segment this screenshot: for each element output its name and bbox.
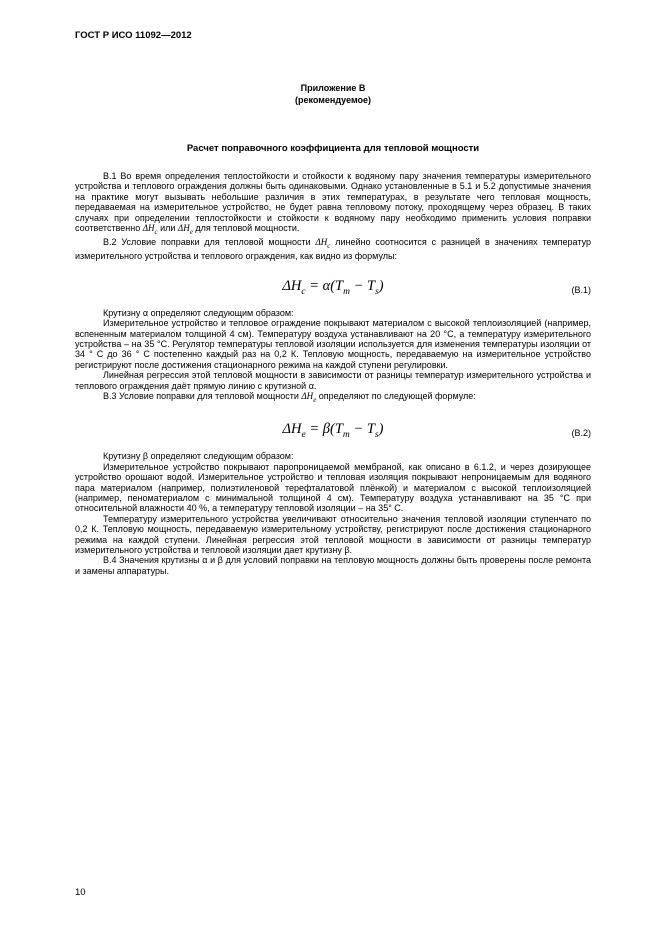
paragraph-alpha-intro: Крутизну α определяют следующим образом: — [103, 307, 294, 318]
paragraph-b1-text: В.1 Во время определения теплостойкости и стойкости к водяному пару значения температуры измерительного устройства и теплового ограждения должны быть одинаковыми. Однако установленные в 5.1 и 5.2 допустимые значения на практике могут вызывать небольшие различия в этих температурах, в результате чего тепловая мощность, передаваемая на измерительное устройство, не будет равна тепловому потоку, проходящему через образец. В таких случаях при определении теплостойкости и стойкости к водяному пару необходимо применить условия поправки соответственно — [75, 171, 591, 234]
paragraph-b3-end: определяют по следующей формуле: — [316, 391, 476, 402]
paragraph-beta-procedure: Измерительное устройство покрывают паропроницаемой мембраной, как описано в 6.1.2, и через дозирующее устройство орошают водой. Измерительное устройство и тепловая изоляция покрывают непроницаемым для водяного пара материалом (например, полиэтиленовой терефталатовой плёнкой) и материалом с высокой теплоизоляцией (например, пеноматериалом с минимальной толщиной 4 см). Температуру воздуха устанавливают на 35 °С при относительной влажности 40 %, а температуру тепловой изоляции – на 35° С. — [75, 461, 591, 514]
formula-b1-expression: $\Delta H_c = \alpha(T_m - T_s)$ — [282, 277, 384, 297]
var-delta-hc: $\Delta H_c$ — [142, 223, 158, 236]
formula-b1-row — [75, 275, 591, 297]
paragraph-beta-intro: Крутизну β определяют следующим образом: — [103, 451, 294, 462]
formula-b2-expression: $\Delta H_e = \beta(T_m - T_s)$ — [282, 421, 384, 441]
paragraph-b3 — [75, 391, 591, 405]
formula-b1-number: (В.1) — [571, 284, 591, 295]
paragraph-b2 — [75, 237, 591, 262]
paragraph-beta-procedure2: Температуру измерительного устройства увеличивают относительно значения тепловой изоляции ступенчато по 0,2 К. Тепловую мощность, передаваемую измерительному устройству, регистрируют после достижения стационарного режима на каждой ступени. Линейная регрессия этой тепловой мощности в зависимости от разницы температур измерительного устройства и тепловой изоляции дает крутизну β. — [75, 513, 591, 555]
formula-b2-number: (В.2) — [571, 428, 591, 439]
paragraph-b2-end: линейно соотносится с разницей в значениях температур измерительного устройства и теплового ограждения, как видно из формулы: — [75, 237, 591, 262]
paragraph-alpha-procedure: Измерительное устройство и тепловое ограждение покрывают материалом с высокой теплоизоляцией (например, вспененным материалом толщиной 4 см). Температуру воздуха устанавливают на 20 °С, а температуру измерительного устройства – на 35 °С. Регулятор температуры тепловой изоляции используется для изменения температуры изоляции от 34 ° С до 36 ° С постепенно каждый раз на 0,2 К. Тепловую мощность, передаваемую на измерительное устройство регистрируют после достижения стационарного режима на каждой ступени регулировки. — [75, 318, 591, 370]
page-number: 10 — [75, 887, 86, 898]
appendix-title: Расчет поправочного коэффициента для тепловой мощности — [186, 143, 480, 154]
paragraph-b4: В.4 Значения крутизны α и β для условий поправки на тепловую мощность должны быть проверены после ремонта и замены аппаратуры. — [75, 555, 591, 576]
appendix-note: (рекомендуемое) — [295, 94, 371, 105]
formula-b2-row — [75, 418, 591, 440]
paragraph-b3-text: В.3 Условие поправки для тепловой мощности — [103, 391, 302, 402]
paragraph-b2-text: В.2 Условие поправки для тепловой мощности — [103, 237, 316, 248]
document-header: ГОСТ Р ИСО 11092—2012 — [75, 30, 192, 41]
var-delta-he: $\Delta H_e$ — [177, 223, 193, 236]
var-delta-he-b3: $\Delta H_e$ — [301, 391, 317, 404]
var-delta-hc-b2: $\Delta H_c$ — [315, 237, 331, 251]
appendix-label: Приложение В — [300, 83, 366, 93]
paragraph-b1-end: для тепловой мощности. — [192, 223, 300, 234]
paragraph-b1 — [75, 171, 591, 237]
paragraph-alpha-regression: Линейная регрессия этой тепловой мощности в зависимости от разницы температур измерительного устройства и теплового ограждения даёт прямую линию с крутизной α. — [75, 370, 591, 391]
paragraph-b1-mid: или — [157, 223, 178, 234]
